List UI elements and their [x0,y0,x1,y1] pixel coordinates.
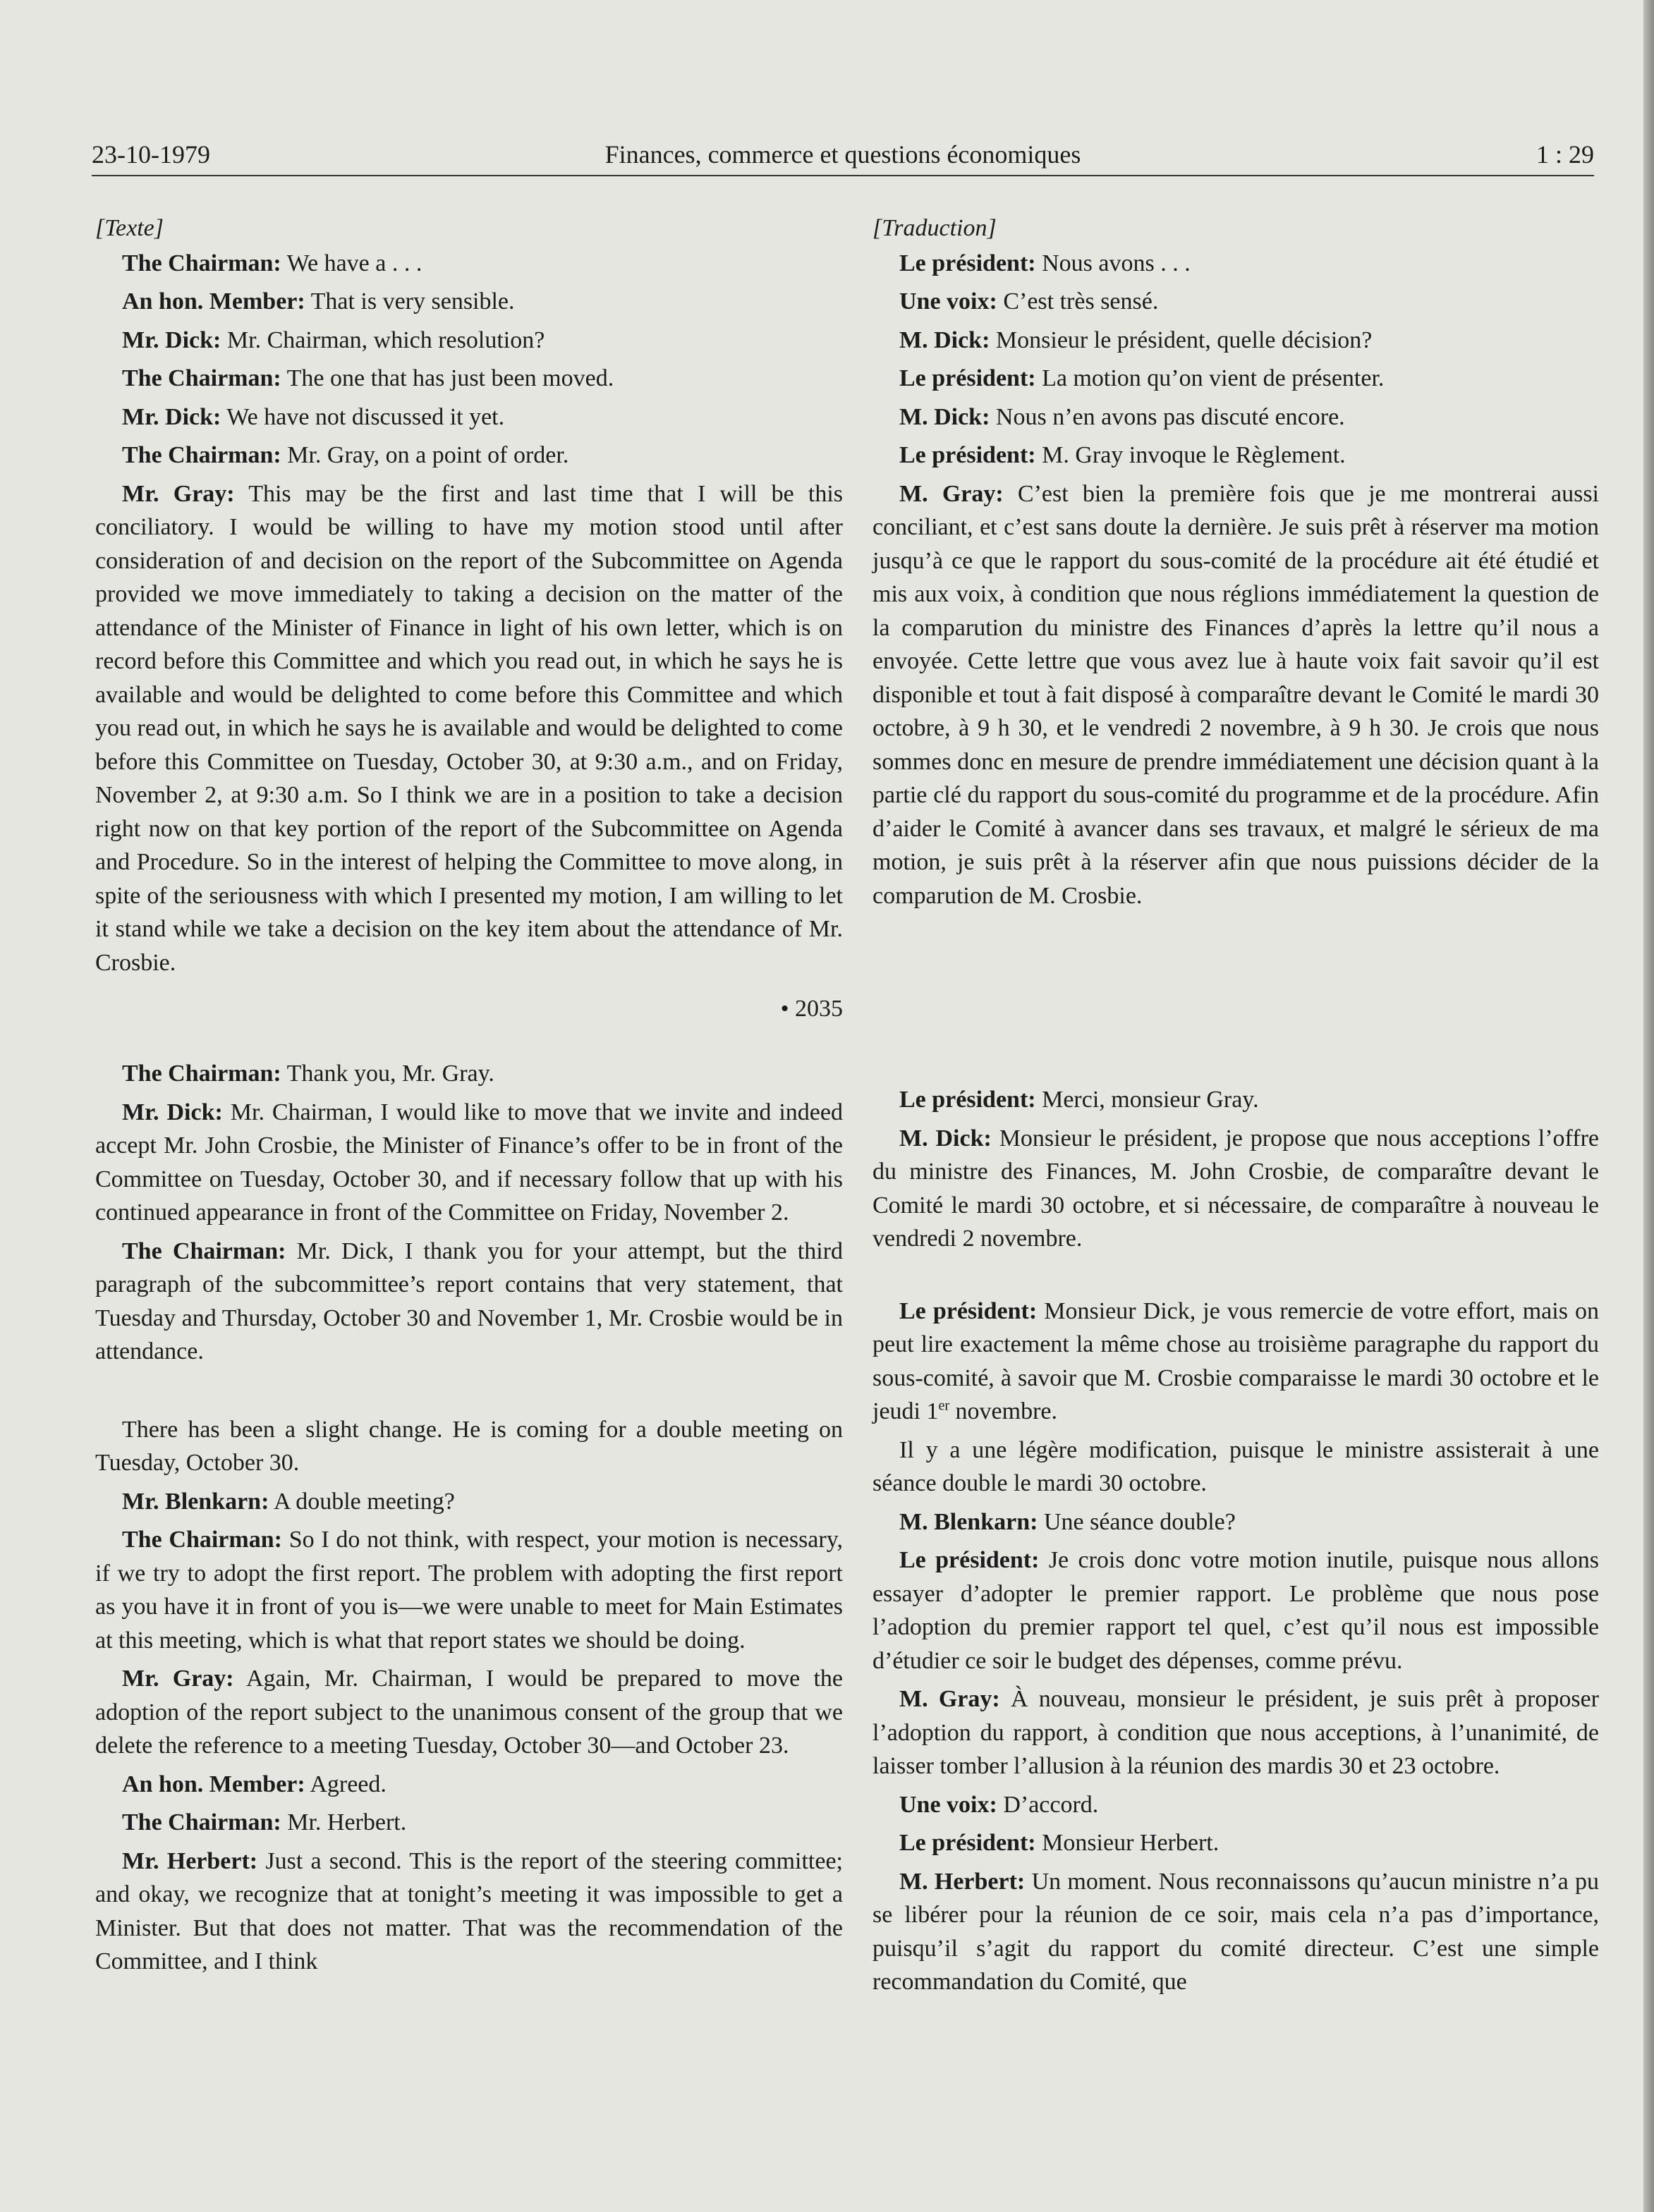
speaker-name: The Chairman: [122,442,281,468]
page-edge-shadow [1643,0,1654,2212]
speech-paragraph [872,1505,1599,1539]
header-date: 23-10-1979 [92,140,210,169]
speaker-name: The Chairman: [122,1527,282,1553]
column-label: [Texte] [95,215,164,241]
speech-paragraph [95,1235,843,1369]
speaker-name: Mr. Dick: [122,326,221,353]
speech-text: M. Gray invoque le Règlement. [1042,442,1346,468]
speech-text: À nouveau, monsieur le président, je suis prêt à proposer l’adoption du rapport, à condition que nous acceptions, à l’unanimité, de laisser tomber l’allusion à la réunion des mardis 30 et 23 octobre. [872,1686,1599,1779]
speaker-name: Mr. Dick: [122,403,221,430]
speech-paragraph [872,1865,1599,1999]
speech-text: A double meeting? [274,1488,455,1515]
speaker-name: Le président: [899,442,1036,468]
speech-paragraph [95,362,843,396]
speech-paragraph [95,285,843,319]
speaker-name: The Chairman: [122,1061,281,1087]
speaker-name: M. Dick: [899,326,990,353]
speech-paragraph [872,285,1599,319]
speech-text: Nous n’en avons pas discuté encore. [995,403,1345,430]
speaker-name: M. Dick: [899,1125,992,1151]
page-header [92,140,1594,175]
speaker-name: M. Dick: [899,403,990,430]
speaker-name: Mr. Gray: [122,1666,234,1692]
spacer [95,1027,843,1057]
speaker-name: M. Herbert: [899,1868,1026,1895]
speaker-name: Le président: [899,1087,1036,1113]
speech-text: Mr. Chairman, I would like to move that we invite and indeed accept Mr. John Crosbie, the Minister of Finance’s offer to be in front of the Committee on Tuesday, October 30, and if necessary follow that up with his continued appearance in front of the Committee on Friday, November 2. [95,1099,843,1226]
speaker-name: The Chairman: [122,250,281,276]
speech-paragraph [95,324,843,358]
speech-paragraph [95,1806,843,1840]
speaker-name: Le président: [899,1547,1040,1573]
speech-paragraph [872,1295,1599,1429]
speech-text: D’accord. [1003,1791,1099,1818]
english-column [95,212,843,1984]
speech-paragraph [95,1523,843,1657]
speaker-name: Mr. Herbert: [122,1847,258,1874]
speech-text: Just a second. This is the report of the steering committee; and okay, we recognize that at tonight’s meeting it was impossible to get a Minister. But that does not matter. That was the recommendation of the Committee, and I think [95,1847,843,1974]
speech-text: We have not discussed it yet. [226,403,505,430]
speech-paragraph [872,247,1599,281]
speech-text: Merci, monsieur Gray. [1042,1087,1259,1113]
header-title: Finances, commerce et questions économiques [604,140,1081,169]
speech-text: Mr. Herbert. [287,1809,407,1835]
speech-text: The one that has just been moved. [286,365,614,391]
speech-text: So I do not think, with respect, your motion is necessary, if we try to adopt the first report. The problem with adopting the first report as you have it in front of you is—we were unable to meet for Main Estimates at this meeting, which is what that report states we should be doing. [95,1527,844,1654]
speech-paragraph [95,1845,843,1979]
speech-text: C’est très sensé. [1003,288,1159,314]
spacer [872,1261,1599,1295]
speech-paragraph [872,362,1599,396]
speech-paragraph [95,439,843,472]
speaker-name: Le président: [899,250,1036,276]
speaker-name: The Chairman: [122,365,281,391]
speech-text: We have a . . . [286,250,422,276]
speech-paragraph [872,324,1599,358]
spacer [872,917,1599,1083]
speech-text-tail: novembre. [949,1398,1057,1424]
speech-text: Agreed. [310,1771,387,1797]
speech-text: Monsieur le président, quelle décision? [995,326,1373,353]
speech-paragraph [872,1083,1599,1117]
speech-paragraph [95,1768,843,1802]
speech-text: There has been a slight change. He is coming for a double meeting on Tuesday, October 30. [95,1416,843,1476]
speaker-name: Mr. Gray: [122,480,235,507]
speech-paragraph [95,1057,843,1091]
speech-text: Mr. Gray, on a point of order. [287,442,569,468]
speaker-name: Une voix: [899,1791,997,1818]
speech-paragraph [872,439,1599,472]
speech-paragraph [872,401,1599,434]
speech-paragraph [95,247,843,281]
speaker-name: M. Gray: [899,480,1004,507]
superscript: er [938,1398,950,1414]
speech-text: Monsieur Herbert. [1042,1830,1220,1856]
speech-paragraph [872,1122,1599,1256]
speech-text: Il y a une légère modification, puisque le ministre assisterait à une séance double le mardi 30 octobre. [872,1436,1599,1496]
speech-text: Again, Mr. Chairman, I would be prepared to move the adoption of the report subject to the unanimous consent of the group that we delete the reference to a meeting Tuesday, October 30—and October 23. [95,1666,844,1759]
speech-paragraph [872,477,1599,913]
speech-text: Thank you, Mr. Gray. [286,1061,494,1087]
speaker-name: Mr. Blenkarn: [122,1488,269,1515]
speech-text: La motion qu’on vient de présenter. [1042,365,1385,391]
speaker-name: Mr. Dick: [122,1099,223,1125]
speech-paragraph [95,477,843,980]
speech-text: Mr. Dick, I thank you for your attempt, but the third paragraph of the subcommittee’s report contains that very statement, that Tuesday and Thursday, October 30 and November 1, Mr. Crosbie would be in attendance. [95,1238,844,1364]
header-rule [92,175,1594,176]
speech-paragraph [95,401,843,434]
speech-paragraph [872,1826,1599,1860]
column-label: [Traduction] [872,215,997,241]
speaker-name: M. Blenkarn: [899,1508,1038,1535]
speech-text: Monsieur Dick, je vous remercie de votre effort, mais on peut lire exactement la même chose au troisième paragraphe du rapport du sous-comité, à savoir que M. Crosbie comparaisse le mardi 30 octobre et le jeudi 1 [872,1297,1600,1424]
speech-paragraph [872,1788,1599,1822]
speaker-name: An hon. Member: [122,1771,305,1797]
speaker-name: M. Gray: [899,1686,1000,1712]
speaker-name: The Chairman: [122,1238,286,1264]
speaker-name: Le président: [899,365,1036,391]
speech-paragraph [872,1434,1599,1501]
speech-paragraph [95,1485,843,1519]
speech-text: Un moment. Nous reconnaissons qu’aucun ministre n’a pu se libérer pour la réunion de ce soir, mais cela n’a pas d’importance, puisqu’il s’agit du rapport du comité directeur. C’est une simple recommandation du Comité, que [872,1868,1599,1995]
speech-text: Une séance double? [1043,1508,1236,1535]
speaker-name: Le président: [899,1830,1036,1856]
french-column [872,212,1599,2004]
speech-paragraph [95,1662,843,1763]
speech-text: Mr. Chairman, which resolution? [226,326,545,353]
speaker-name: Une voix: [899,288,997,314]
speech-text: That is very sensible. [310,288,515,314]
speech-text: Nous avons . . . [1042,250,1191,276]
header-page-number: 1 : 29 [1536,140,1594,169]
spacer [95,1374,843,1413]
speech-paragraph [872,1544,1599,1678]
speech-text: Je crois donc votre motion inutile, puisque nous allons essayer d’adopter le premier rapport. Le problème que nous pose l’adoption du premier rapport tel quel, c’est qu’il nous est impossible d’étudier ce soir le budget des dépenses, comme prévu. [872,1547,1600,1674]
time-marker: • 2035 [780,996,843,1022]
speech-text: C’est bien la première fois que je me montrerai aussi conciliant, et c’est sans doute la dernière. Je suis prêt à réserver ma motion jusqu’à ce que le rapport du sous-comité de la procédure ait été étudié et mis aux voix, à condition que nous réglions immédiatement la question de la comparution du ministre des Finances d’après la lettre qu’il nous a envoyée. Cette lettre que vous avez lue à haute voix fait savoir qu’il est disponible et tout à fait disposé à comparaître devant le Comité le mardi 30 octobre, à 9 h 30, et le vendredi 2 novembre, à 9 h 30. Je crois que nous sommes donc en mesure de prendre immédiatement une décision quant à la partie clé du rapport du sous-comité du programme et de la procédure. Afin d’aider le Comité à avancer dans ses travaux, et malgré le sérieux de ma motion, je suis prêt à la réserver afin que nous puissions décider de la comparution de M. Crosbie. [872,480,1600,909]
speaker-name: An hon. Member: [122,288,305,314]
speech-text: Monsieur le président, je propose que nous acceptions l’offre du ministre des Finances, M. John Crosbie, de comparaître devant le Comité le mardi 30 octobre, et si nécessaire, de comparaître à nouveau le vendredi 2 novembre. [872,1125,1599,1252]
speaker-name: The Chairman: [122,1809,281,1835]
speech-paragraph [95,1096,843,1230]
speaker-name: Le président: [899,1297,1038,1324]
speech-paragraph [872,1682,1599,1783]
speech-paragraph [95,1413,843,1480]
speech-text: This may be the first and last time that I will be this conciliatory. I would be willing to have my motion stood until after consideration of and decision on the report of the Subcommittee on Agenda provided we move immediately to taking a decision on the matter of the attendance of the Minister of Finance in light of his own letter, which is on record before this Committee and which you read out, in which he says he is available and would be delighted to come before this Committee and which you read out, in which he says he is available and would be delighted to come before this Committee on Tuesday, October 30, at 9:30 a.m., and on Friday, November 2, at 9:30 a.m. So I think we are in a position to take a decision right now on that key portion of the report of the Subcommittee on Agenda and Procedure. So in the interest of helping the Committee to move along, in spite of the seriousness with which I presented my motion, I am willing to let it stand while we take a decision on the key item about the attendance of Mr. Crosbie. [95,480,844,976]
